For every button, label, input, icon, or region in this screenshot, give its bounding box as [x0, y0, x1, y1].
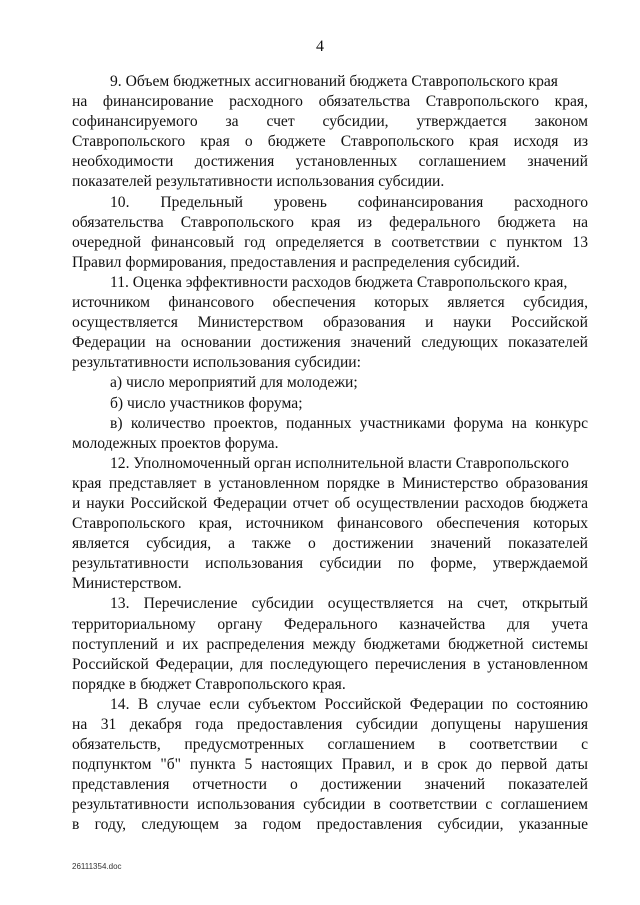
text-line: 13. Перечисление субсидии осуществляется на счет, открытый: [110, 595, 588, 613]
document-filename: 26111354.doc: [72, 862, 122, 871]
document-body: [72, 72, 588, 836]
text-line: представления отчетности о достижении значений показателей: [72, 776, 588, 794]
text-line: 10. Предельный уровень софинансирования расходного: [110, 193, 588, 211]
text-line: обязательств, предусмотренных соглашением в соответствии с: [72, 736, 588, 754]
text-line: является субсидия, а также о достижении значений показателей: [72, 535, 588, 553]
text-line: а) число мероприятий для молодежи;: [110, 374, 358, 392]
text-line: Российской Федерации, для последующего перечисления в установленном: [72, 655, 588, 673]
text-line: в году, следующем за годом предоставления субсидии, указанные: [72, 816, 588, 834]
text-line: 12. Уполномоченный орган исполнительной власти Ставропольского: [110, 454, 569, 472]
text-line: Ставропольского края о бюджете Ставропольского края исходя из: [72, 133, 588, 151]
text-line: поступлений и их распределения между бюджетами бюджетной системы: [72, 635, 588, 653]
page-number: 4: [316, 38, 324, 55]
text-line: очередной финансовый год определяется в соответствии с пунктом 13: [72, 233, 588, 251]
text-line: Федерации на основании достижения значений следующих показателей: [72, 334, 588, 352]
text-line: 14. В случае если субъектом Российской Федерации по состоянию: [110, 695, 588, 713]
text-line: результативности использования субсидии по форме, утверждаемой: [72, 555, 588, 573]
text-line: Министерством.: [72, 575, 182, 593]
text-line: осуществляется Министерством образования и науки Российской: [72, 314, 588, 332]
text-line: Правил формирования, предоставления и распределения субсидий.: [72, 253, 520, 271]
text-line: на 31 декабря года предоставления субсидии допущены нарушения: [72, 716, 588, 733]
text-line: результативности использования субсидии в соответствии с соглашением: [72, 796, 588, 814]
text-line: обязательства Ставропольского края из федерального бюджета на: [72, 213, 588, 231]
text-line: края представляет в установленном порядке в Министерство образования: [72, 474, 588, 492]
text-line: в) количество проектов, поданных участниками форума на конкурс: [110, 414, 588, 432]
text-line: показателей результативности использования субсидии.: [72, 173, 445, 191]
text-line: необходимости достижения установленных соглашением значений: [72, 153, 588, 171]
text-line: 9. Объем бюджетных ассигнований бюджета Ставропольского края: [110, 73, 558, 90]
text-line: источником финансового обеспечения которых является субсидия,: [72, 294, 588, 312]
text-line: Ставропольского края, источником финансового обеспечения которых: [72, 515, 588, 533]
text-line: 11. Оценка эффективности расходов бюджета Ставропольского края,: [110, 273, 568, 291]
text-line: результативности использования субсидии:: [72, 354, 361, 372]
text-line: молодежных проектов форума.: [72, 434, 279, 452]
text-line: на финансирование расходного обязательства Ставропольского края,: [72, 93, 588, 111]
text-line: территориальному органу Федерального казначейства для учета: [72, 615, 588, 633]
text-line: подпунктом "б" пункта 5 настоящих Правил, и в срок до первой даты: [72, 756, 588, 774]
text-line: порядке в бюджет Ставропольского края.: [72, 675, 346, 693]
text-line: и науки Российской Федерации отчет об осуществлении расходов бюджета: [72, 494, 588, 512]
text-line: софинансируемого за счет субсидии, утверждается законом: [72, 113, 588, 131]
text-line: б) число участников форума;: [110, 394, 303, 412]
